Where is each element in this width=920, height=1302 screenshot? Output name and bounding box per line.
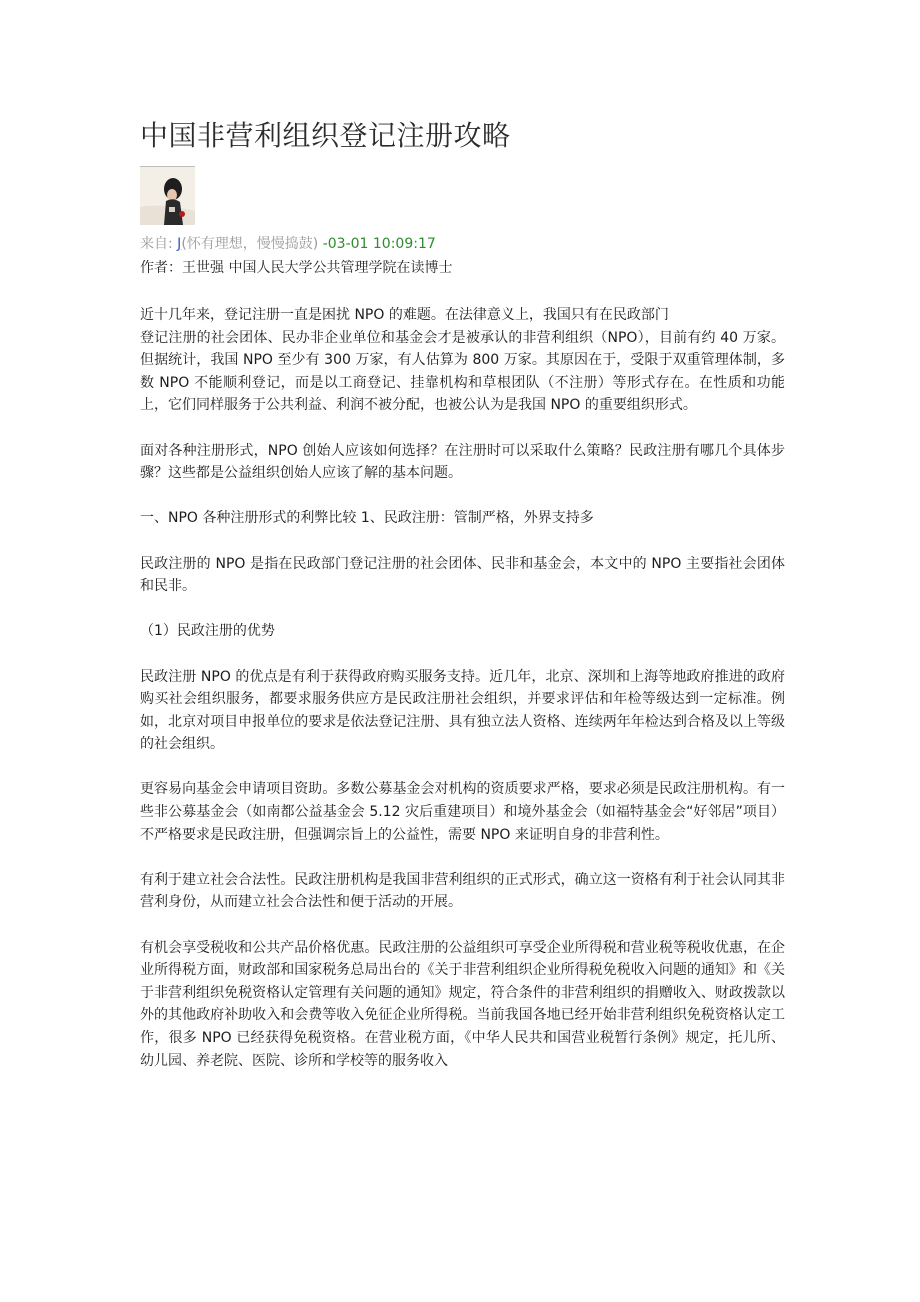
article-title: 中国非营利组织登记注册攻略 [140, 119, 511, 152]
paragraph-line: 近十几年来，登记注册一直是困扰 NPO 的难题。在法律意义上，我国只有在民政部门 [140, 307, 669, 323]
section-heading: 一、NPO 各种注册形式的利弊比较 1、民政注册：管制严格，外界支持多 [140, 510, 594, 527]
subsection-heading: （1）民政注册的优势 [140, 623, 275, 640]
source-date: -03-01 10:09:17 [318, 236, 436, 252]
paragraph: 民政注册的 NPO 是指在民政部门登记注册的社会团体、民非和基金会，本文中的 NPO 主要指社会团体和民非。 [140, 555, 785, 595]
paragraph-text: 登记注册的社会团体、民办非企业单位和基金会才是被承认的非营利组织（NPO），目前有约 40 万家。但据统计，我国 NPO 至少有 300 万家，有人估算为 800 万家。其原因在于，受限于双重管理体制，多数 NPO 不能顺利登记，而是以工商登记、挂靠机构和草根团队（不注册）等形式存在。在性质和功能上，它们同样服务于公共利益、利润不被分配，也被公认为是我国 NPO 的重要组织形式。 [140, 329, 785, 414]
author-avatar[interactable] [140, 166, 195, 225]
paragraph: 民政注册 NPO 的优点是有利于获得政府购买服务支持。近几年，北京、深圳和上海等地政府推进的政府购买社会组织服务，都要求服务供应方是民政注册社会组织，并要求评估和年检等级达到一定标准。例如，北京对项目申报单位的要求是依法登记注册、具有独立法人资格、连续两年年检达到合格及以上等级的社会组织。 [140, 668, 785, 753]
avatar-image [140, 167, 195, 225]
paragraph: 更容易向基金会申请项目资助。多数公募基金会对机构的资质要求严格，要求必须是民政注册机构。有一些非公募基金会（如南都公益基金会 5.12 灾后重建项目）和境外基金会（如福特基金会“好邻居”项目）不严格要求是民政注册，但强调宗旨上的公益性，需要 NPO 来证明自身的非营利性。 [140, 781, 785, 843]
source-prefix: 来自: [140, 236, 178, 252]
paragraph: 面对各种注册形式，NPO 创始人应该如何选择？在注册时可以采取什么策略？民政注册有哪几个具体步骤？这些都是公益组织创始人应该了解的基本问题。 [140, 442, 785, 482]
paragraph: 有利于建立社会合法性。民政注册机构是我国非营利组织的正式形式，确立这一资格有利于社会认同其非营利身份，从而建立社会合法性和便于活动的开展。 [140, 871, 785, 911]
source-line [140, 234, 436, 254]
paragraph [140, 304, 785, 417]
source-nickname: (怀有理想，慢慢捣鼓) [181, 236, 319, 252]
source-user-link[interactable]: J [177, 236, 182, 252]
paragraph: 有机会享受税收和公共产品价格优惠。民政注册的公益组织可享受企业所得税和营业税等税收优惠，在企业所得税方面，财政部和国家税务总局出台的《关于非营利组织企业所得税免税收入问题的通知》和《关于非营利组织免税资格认定管理有关问题的通知》规定，符合条件的非营利组织的捐赠收入、财政拨款以外的其他政府补助收入和会费等收入免征企业所得税。当前我国各地已经开始非营利组织免税资格认定工作，很多 NPO 已经获得免税资格。在营业税方面，《中华人民共和国营业税暂行条例》规定，托儿所、幼儿园、养老院、医院、诊所和学校等的服务收入 [140, 939, 785, 1069]
author-line: 作者：王世强 中国人民大学公共管理学院在读博士 [140, 260, 453, 276]
article-body [140, 304, 785, 1095]
